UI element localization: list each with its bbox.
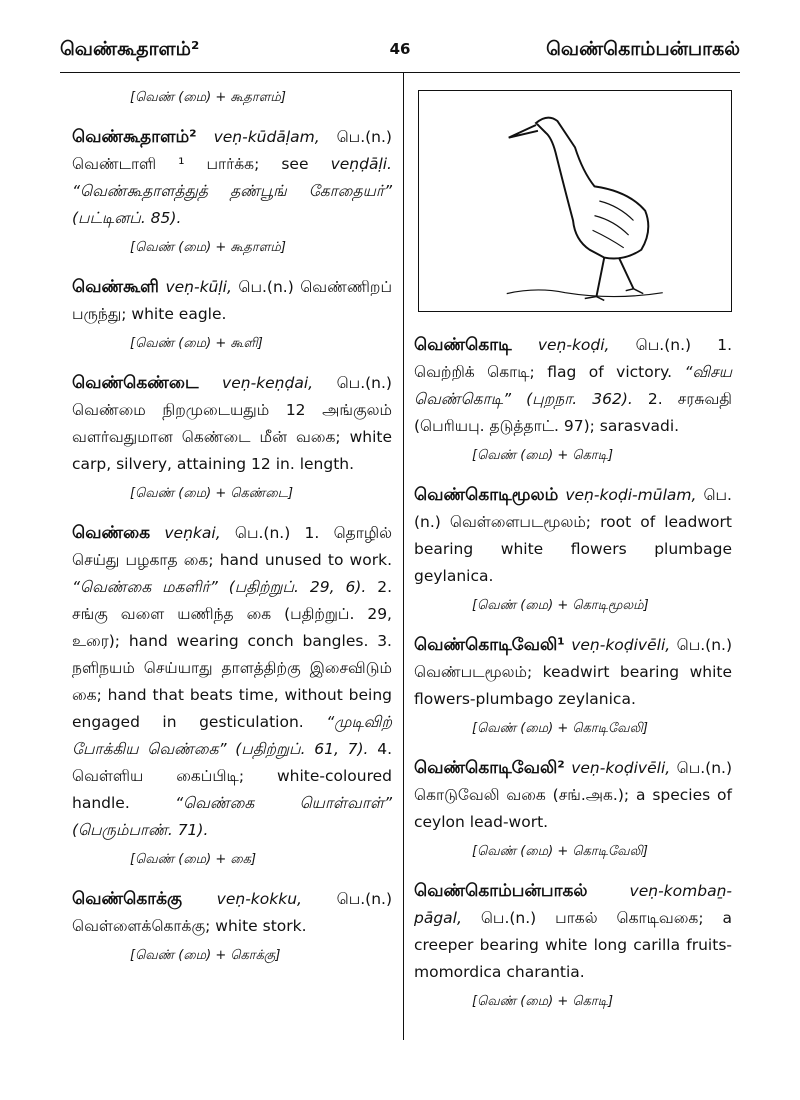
headword: வெண்கொம்பன்பாகல் (414, 881, 588, 901)
dictionary-entry (414, 878, 732, 1012)
definition: பெ.(n.) வெண்டாளி ¹ பார்க்க; see (72, 128, 392, 173)
headword: வெண்கூதாளம்² (72, 127, 197, 147)
dictionary-entry (414, 482, 732, 616)
definition: 2. சங்கு வளை யணிந்த கை (பதிற்றுப். 29, உரை); hand wearing conch bangles. 3. நளிநயம் செய்யாது தாளத்திற்கு இசைவிடும் கை; hand that beats time, without being engaged in gesticulation. (72, 578, 392, 731)
definition: பெ.(n.) 1. வெற்றிக் கொடி; flag of victory. (414, 336, 732, 381)
stork-icon (419, 91, 731, 311)
left-column (72, 82, 392, 982)
etymology: [வெண் (மை) + கொக்கு] (130, 948, 281, 963)
quotation: “வெண்கூதாளத்துத் தண்பூங் கோதையர்” (பட்டினப். 85). (72, 182, 392, 227)
definition: பெ.(n.) வெண்ணிறப் பருந்து; white eagle. (72, 278, 392, 323)
dictionary-entry (72, 886, 392, 966)
dictionary-entry (72, 274, 392, 354)
definition: 2. சரசுவதி (பெரியபு. தடுத்தாட். 97); sarasvadi. (414, 390, 732, 435)
etymology: [வெண் (மை) + கை] (130, 852, 257, 867)
etymology: [வெண் (மை) + கொடி] (472, 994, 614, 1009)
definition: பெ.(n.) பாகல் கொடிவகை; a creeper bearing white long carilla fruits-momordica charantia. (414, 909, 732, 981)
definition: பெ.(n.) வெள்ளைபடமூலம்; root of leadwort bearing white flowers plumbage geylanica. (414, 486, 732, 585)
quotation: “விசய வெண்கொடி” (புறநா. 362). (414, 363, 732, 408)
transliteration: veṇ-koḍivēli, (571, 636, 671, 654)
headword: வெண்கூளி (72, 277, 159, 297)
quotation: “வெண்கை யொள்வாள்” (பெரும்பாண். 71). (72, 794, 392, 839)
quotation: “முடிவிற் போக்கிய வெண்கை” (பதிற்றுப். 61, 7). (72, 713, 392, 758)
transliteration: veṇ-kombaṉ-pāgal, (414, 882, 732, 927)
definition: பெ.(n.) வெண்படமூலம்; keadwirt bearing white flowers-plumbago zeylanica. (414, 636, 732, 708)
definition: பெ.(n.) வெண்மை நிறமுடையதும் 12 அங்குலம் வளர்வதுமான கெண்டை மீன் வகை; white carp, silvery, attaining 12 in. length. (72, 374, 392, 473)
right-column (414, 82, 732, 1028)
column-divider (403, 72, 404, 1040)
dictionary-entry (72, 124, 392, 258)
transliteration: veṇ-koḍi-mūlam, (565, 486, 697, 504)
definition: பெ.(n.) கொடுவேலி வகை (சங்.அக.); a species of ceylon lead-wort. (414, 759, 732, 831)
transliteration: veṇkai, (164, 524, 221, 542)
etymology: [வெண் (மை) + கெண்டை] (130, 486, 294, 501)
dictionary-entry (414, 332, 732, 466)
quotation: “வெண்கை மகளிர்” (பதிற்றுப். 29, 6). (72, 578, 367, 596)
etymology: [வெண் (மை) + கொடி] (472, 448, 614, 463)
dictionary-entry (72, 520, 392, 870)
definition: பெ.(n.) வெள்ளைக்கொக்கு; white stork. (72, 890, 392, 935)
etymology: [வெண் (மை) + கொடிவேலி] (472, 844, 648, 859)
header-right-guideword: வெண்கொம்பன்பாகல் (546, 38, 740, 60)
definition: பெ.(n.) 1. தொழில் செய்து பழகாத கை; hand unused to work. (72, 524, 392, 569)
headword: வெண்கொடிவேலி¹ (414, 635, 565, 655)
header-left-guideword: வெண்கூதாளம்² (60, 38, 200, 60)
headword: வெண்கை (72, 523, 151, 543)
dictionary-entry (414, 632, 732, 739)
etymology: [வெண் (மை) + கூதாளம்] (130, 90, 286, 105)
page-header (60, 38, 740, 68)
page-number: 46 (389, 40, 411, 58)
stork-illustration (418, 90, 732, 312)
etymology: [வெண் (மை) + கூதாளம்] (130, 240, 286, 255)
headword: வெண்கொடிமூலம் (414, 485, 559, 505)
headword: வெண்கொடி (414, 335, 512, 355)
header-rule (60, 72, 740, 73)
etymology: [வெண் (மை) + கொடிவேலி] (472, 721, 648, 736)
transliteration: veṇ-koḍivēli, (571, 759, 671, 777)
dictionary-entry (414, 755, 732, 862)
transliteration: veṇ-kūdāḷam, (213, 128, 320, 146)
cross-reference: veṇḍāḷi. (330, 155, 392, 173)
headword: வெண்கொக்கு (72, 889, 183, 909)
transliteration: veṇ-kokku, (216, 890, 302, 908)
definition: 4. வெள்ளிய கைப்பிடி; white-coloured handle. (72, 740, 393, 812)
transliteration: veṇ-keṇḍai, (222, 374, 314, 392)
headword: வெண்கெண்டை (72, 373, 199, 393)
transliteration: veṇ-koḍi, (537, 336, 610, 354)
etymology: [வெண் (மை) + கூளி] (130, 336, 263, 351)
headword: வெண்கொடிவேலி² (414, 758, 565, 778)
transliteration: veṇ-kūḷi, (165, 278, 232, 296)
dictionary-entry (72, 370, 392, 504)
etymology: [வெண் (மை) + கொடிமூலம்] (472, 598, 649, 613)
